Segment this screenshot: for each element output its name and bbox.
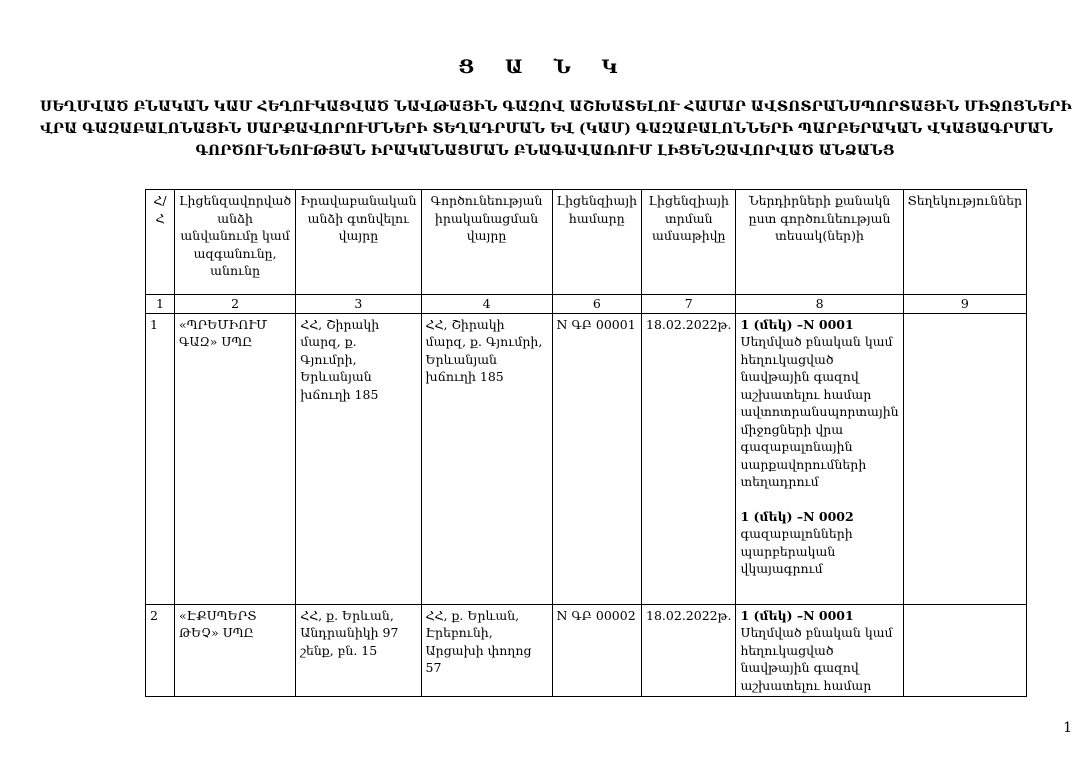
licensee-name: «ՊՐԵՄԻՈՒՄ ԳԱԶ» ՍՊԸ <box>175 313 296 604</box>
header-cell-activity-address: Գործունեության իրականացման վայրը <box>421 190 552 295</box>
license-number: N ԳԲ 00001 <box>552 313 641 604</box>
insert-title: 1 (մեկ) –N 0002 <box>740 508 854 524</box>
legal-address: ՀՀ, ք. Երևան, Անդրանիկի 97 շենք, բն. 15 <box>296 604 421 697</box>
column-number: 9 <box>903 295 1026 314</box>
license-registry-table <box>145 189 1027 697</box>
header-cell-number: Հ/Հ <box>146 190 175 295</box>
legal-address: ՀՀ, Շիրակի մարզ, ք. Գյումրի, Երևանյան խճուղի 185 <box>296 313 421 604</box>
table-row <box>146 604 1027 697</box>
info-cell <box>903 313 1026 604</box>
header-cell-info: Տեղեկություններ <box>903 190 1026 295</box>
row-number: 2 <box>146 604 175 697</box>
column-number: 2 <box>175 295 296 314</box>
document-title: Ց Ա Ն Կ <box>458 56 630 78</box>
column-number: 3 <box>296 295 421 314</box>
insert-title: 1 (մեկ) –N 0001 <box>740 607 854 623</box>
table-row <box>146 313 1027 604</box>
issue-date: 18.02.2022թ. <box>642 604 736 697</box>
table-header-row <box>146 190 1027 295</box>
inserts-cell <box>736 313 903 604</box>
heading-line: ՎՐԱ ԳԱԶԱԲԱԼՈՆԱՅԻՆ ՍԱՐՔԱՎՈՐՈՒՄՆԵՐԻ ՏԵՂԱԴՐՄԱՆ ԵՎ (ԿԱՄ) ԳԱԶԱԲԱԼՈՆՆԵՐԻ ՊԱՐԲԵՐԱԿԱՆ ՎԿԱՅԱԳՐՄԱՆ <box>40 121 1054 137</box>
licensee-name: «ԷՔՍՊԵՐՏ ԹԵՉ» ՍՊԸ <box>175 604 296 697</box>
info-cell <box>903 604 1026 697</box>
header-cell-license-number: Լիցենզիայի համարը <box>552 190 641 295</box>
inserts-cell <box>736 604 903 697</box>
issue-date: 18.02.2022թ. <box>642 313 736 604</box>
activity-address: ՀՀ, ք. Երևան, Էրեբունի, Արցախի փողոց 57 <box>421 604 552 697</box>
header-cell-inserts: Ներդիրների քանակն ըստ գործունեության տեսակ(ներ)ի <box>736 190 903 295</box>
document-heading <box>40 96 1072 162</box>
column-number: 1 <box>146 295 175 314</box>
heading-line: ԳՈՐԾՈՒՆԵՈՒԹՅԱՆ ԻՐԱԿԱՆԱՑՄԱՆ ԲՆԱԳԱՎԱՌՈՒՄ ԼԻՑԵՆԶԱՎՈՐՎԱԾ ԱՆՁԱՆՑ <box>195 143 895 159</box>
row-number: 1 <box>146 313 175 604</box>
insert-description: գազաբալոնների պարբերական վկայագրում <box>740 526 853 576</box>
column-number: 7 <box>642 295 736 314</box>
license-number: N ԳԲ 00002 <box>552 604 641 697</box>
heading-line: ՍԵՂՄՎԱԾ ԲՆԱԿԱՆ ԿԱՄ ՀԵՂՈՒԿԱՑՎԱԾ ՆԱՎԹԱՅԻՆ ԳԱԶՈՎ ԱՇԽԱՏԵԼՈՒ ՀԱՄԱՐ ԱՎՏՈՏՐԱՆՍՊՈՐՏԱՅԻՆ ՄԻՋՈՑՆԵՐԻ <box>40 99 1072 115</box>
header-cell-licensee-name: Լիցենզավորված անձի անվանումը կամ ազգանունը, անունը <box>175 190 296 295</box>
column-number: 6 <box>552 295 641 314</box>
header-cell-issue-date: Լիցենզիայի տրման ամսաթիվը <box>642 190 736 295</box>
insert-description: Սեղմված բնական կամ հեղուկացված նավթային գազով աշխատելու համար <box>740 625 893 693</box>
column-number: 8 <box>736 295 903 314</box>
header-cell-legal-address: Իրավաբանական անձի գտնվելու վայրը <box>296 190 421 295</box>
insert-title: 1 (մեկ) –N 0001 <box>740 316 854 332</box>
activity-address: ՀՀ, Շիրակի մարզ, ք. Գյումրի, Երևանյան խճուղի 185 <box>421 313 552 604</box>
page-number: 1 <box>1063 720 1072 736</box>
column-number: 4 <box>421 295 552 314</box>
column-number-row <box>146 295 1027 314</box>
insert-description: Սեղմված բնական կամ հեղուկացված նավթային գազով աշխատելու համար ավտոտրանսպորտային միջոցների վրա գազաբալոնային սարքավորումների տեղադրում <box>740 334 899 489</box>
